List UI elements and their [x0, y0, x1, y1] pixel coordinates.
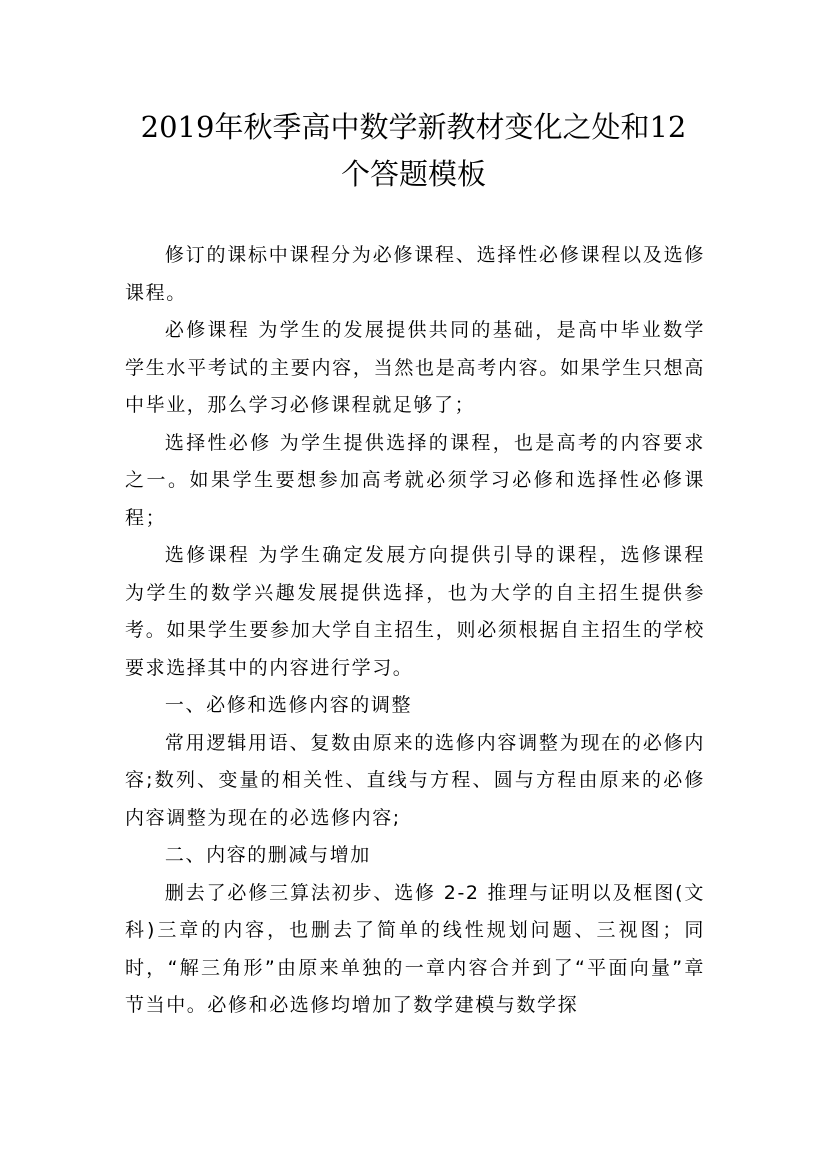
title-line-2: 个答题模板	[340, 157, 486, 191]
paragraph-deletion-addition: 删去了必修三算法初步、选修 2-2 推理与证明以及框图(文科)三章的内容，也删去了简单的线性规划问题、三视图；同时，“解三角形”由原来单独的一章内容合并到了“平面向量”章节当中。必修和必选修均增加了数学建模与数学探	[125, 881, 705, 1016]
title-line-1: 2019年秋季高中数学新教材变化之处和12	[140, 110, 687, 144]
section-heading-deletion-addition: 二、内容的删减与增加	[164, 844, 371, 866]
document-body	[125, 237, 705, 1025]
paragraph-selective-required: 选择性必修 为学生提供选择的课程，也是高考的内容要求之一。如果学生要想参加高考就必须学习必修和选择性必修课程；	[125, 431, 705, 529]
paragraph-required-courses: 必修课程 为学生的发展提供共同的基础，是高中毕业数学学生水平考试的主要内容，当然也是高考内容。如果学生只想高中毕业，那么学习必修课程就足够了；	[125, 319, 705, 416]
paragraph-content-adjustment: 常用逻辑用语、复数由原来的选修内容调整为现在的必修内容;数列、变量的相关性、直线与方程、圆与方程由原来的必修内容调整为现在的必选修内容;	[125, 731, 705, 829]
paragraph-course-categories: 修订的课标中课程分为必修课程、选择性必修课程以及选修课程。	[125, 244, 705, 304]
paragraph-elective-courses: 选修课程 为学生确定发展方向提供引导的课程，选修课程为学生的数学兴趣发展提供选择，也为大学的自主招生提供参考。如果学生要参加大学自主招生，则必须根据自主招生的学校要求选择其中的内容进行学习。	[125, 544, 705, 679]
section-heading-adjustment: 一、必修和选修内容的调整	[164, 694, 413, 716]
document-title	[100, 104, 727, 198]
